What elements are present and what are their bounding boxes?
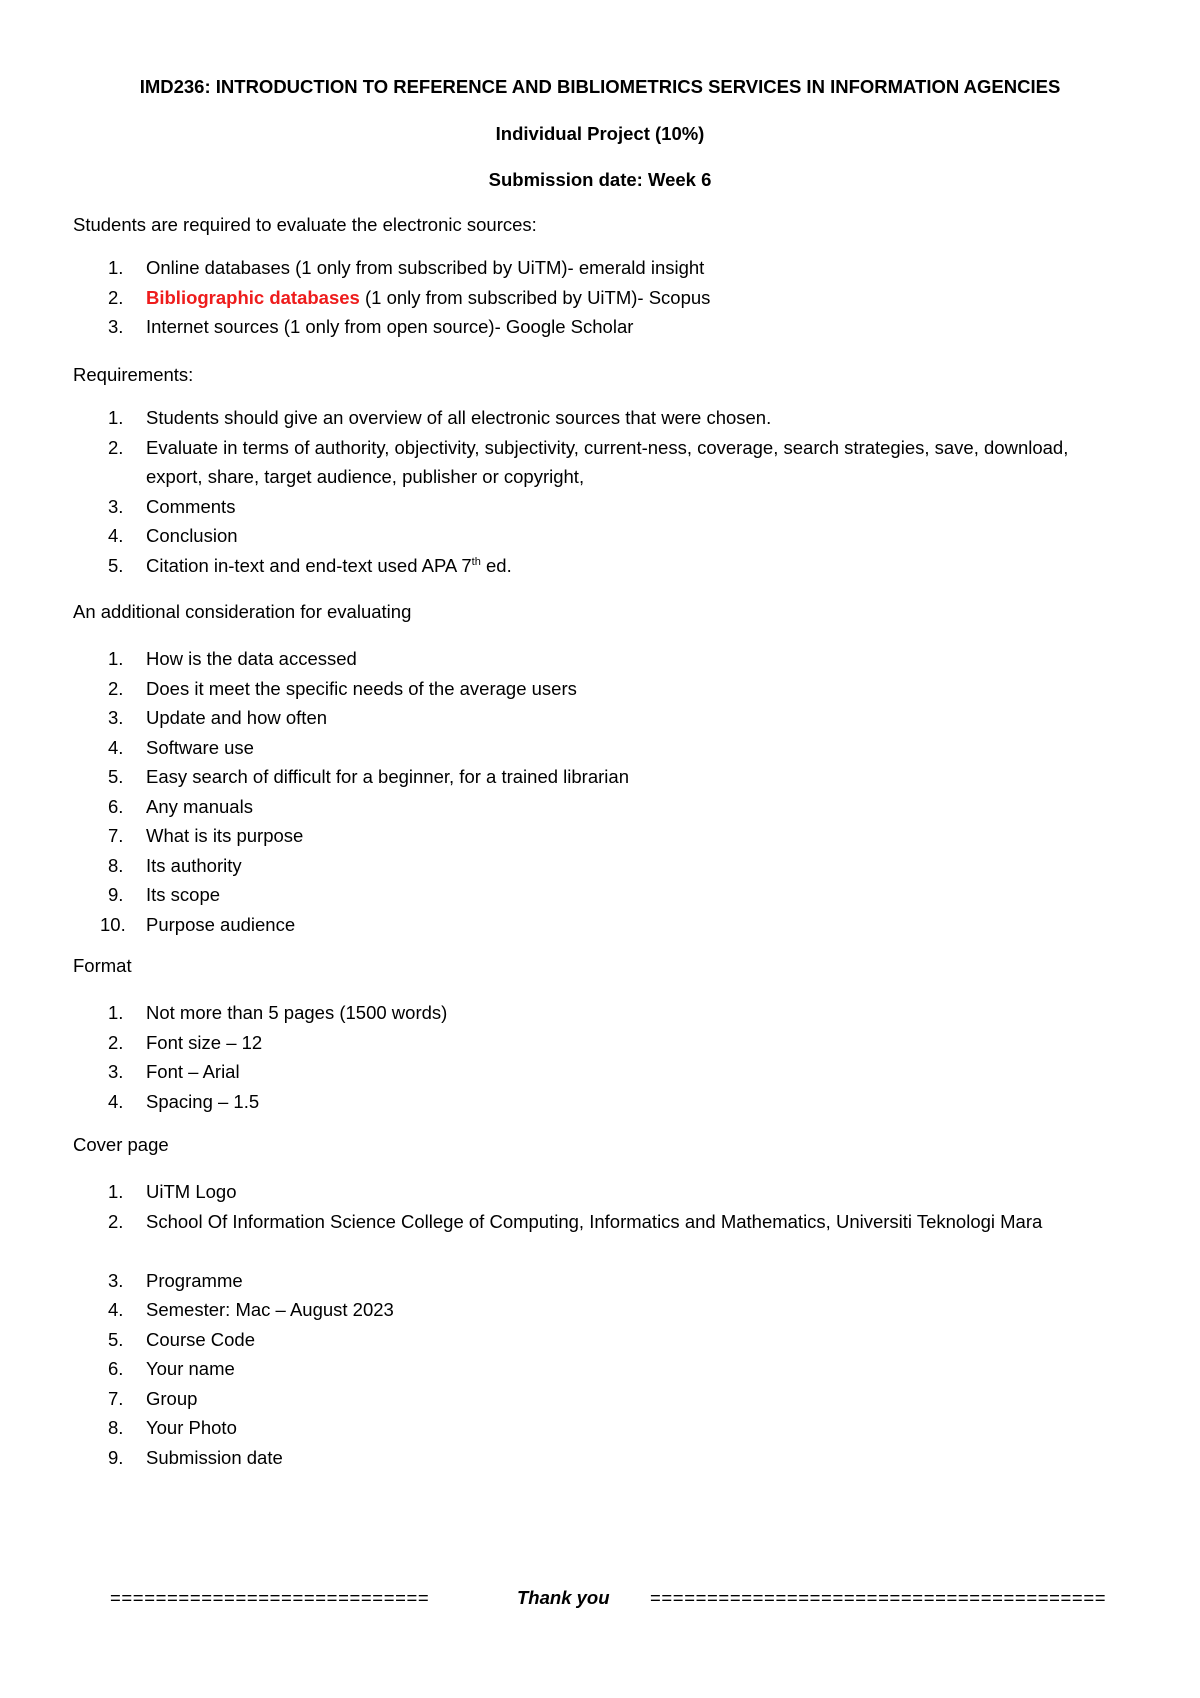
format-heading: Format <box>73 955 132 976</box>
list-number: 2. <box>108 436 124 458</box>
list-number: 5. <box>108 1328 124 1350</box>
list-number: 3. <box>108 1061 124 1082</box>
consideration-heading: An additional consideration for evaluating <box>73 601 412 622</box>
list-number: 2. <box>108 677 124 699</box>
list-text: Not more than 5 pages (1500 words) <box>146 1002 448 1023</box>
list-number: 3. <box>108 1269 124 1291</box>
list-number: 5. <box>108 554 124 576</box>
list-text: What is its purpose <box>146 825 304 846</box>
list-number: 7. <box>108 825 124 846</box>
list-text: School Of Information Science College of Computing, Informatics and Mathematics, Universiti Teknologi Mara <box>146 1210 1043 1232</box>
list-text: Any manuals <box>146 795 253 817</box>
list-text: Software use <box>146 736 254 758</box>
superscript: th <box>471 555 481 568</box>
list-number: 1. <box>108 648 124 669</box>
cover-heading: Cover page <box>73 1134 169 1155</box>
list-number: 4. <box>108 1299 124 1320</box>
highlighted-term: Bibliographic databases <box>146 286 360 308</box>
list-number: 10. <box>100 913 126 935</box>
list-text: Online databases (1 only from subscribed by UiTM)- emerald insight <box>146 257 705 278</box>
list-text: Evaluate in terms of authority, objectivity, subjectivity, current-ness, coverage, search strategies, save, download, export, share, target audience, publisher or copyright, <box>146 436 1069 487</box>
list-text <box>146 551 1106 581</box>
citation-after: ed. <box>480 554 512 576</box>
list-text: Group <box>146 1387 198 1409</box>
list-text: Your name <box>146 1358 235 1379</box>
right-rule: ======================================== <box>650 1587 1107 1608</box>
list-number: 4. <box>108 736 124 758</box>
list-text: Its authority <box>146 854 242 876</box>
list-text: Conclusion <box>146 525 238 546</box>
footer <box>0 1587 1200 1617</box>
list-number: 4. <box>108 1090 124 1112</box>
list-text: Font – Arial <box>146 1061 240 1082</box>
list-text: How is the data accessed <box>146 648 357 669</box>
citation-text: Citation in-text and end-text used APA 7 <box>146 554 472 576</box>
list-text: Programme <box>146 1269 243 1291</box>
list-number: 8. <box>108 1417 124 1438</box>
list-number: 8. <box>108 854 124 876</box>
list-number: 5. <box>108 766 124 787</box>
list-text: Its scope <box>146 884 221 905</box>
list-number: 3. <box>108 316 124 337</box>
list-number: 2. <box>108 286 124 308</box>
list-text: Course Code <box>146 1328 256 1350</box>
list-number: 3. <box>108 495 124 517</box>
list-text: Font size – 12 <box>146 1031 263 1053</box>
list-number: 4. <box>108 525 124 546</box>
sources-intro: Students are required to evaluate the electronic sources: <box>73 214 537 235</box>
submission-date: Submission date: Week 6 <box>488 169 712 190</box>
list-text <box>146 283 1106 313</box>
left-rule: ============================ <box>110 1587 430 1608</box>
list-text: Does it meet the specific needs of the average users <box>146 677 577 699</box>
list-number: 6. <box>108 795 124 817</box>
list-number: 1. <box>108 1181 124 1202</box>
document-title: IMD236: INTRODUCTION TO REFERENCE AND BIBLIOMETRICS SERVICES IN INFORMATION AGENCIES <box>139 76 1061 97</box>
project-subtitle: Individual Project (10%) <box>495 123 705 144</box>
list-text: Spacing – 1.5 <box>146 1090 260 1112</box>
list-text: Purpose audience <box>146 913 296 935</box>
list-text: Comments <box>146 495 236 517</box>
list-text: UiTM Logo <box>146 1181 237 1202</box>
requirements-heading: Requirements: <box>73 364 194 385</box>
list-number: 2. <box>108 1031 124 1053</box>
list-text: Easy search of difficult for a beginner, for a trained librarian <box>146 766 629 787</box>
list-number: 1. <box>108 1002 124 1023</box>
list-text: Update and how often <box>146 707 328 728</box>
list-number: 3. <box>108 707 124 728</box>
list-number: 1. <box>108 257 124 278</box>
list-number: 9. <box>108 1446 124 1468</box>
list-number: 7. <box>108 1387 124 1409</box>
list-text: Internet sources (1 only from open source)- Google Scholar <box>146 316 634 337</box>
list-text: Semester: Mac – August 2023 <box>146 1299 394 1320</box>
list-number: 9. <box>108 884 124 905</box>
list-text-rest: (1 only from subscribed by UiTM)- Scopus <box>359 286 711 308</box>
list-text: Your Photo <box>146 1417 237 1438</box>
list-number: 2. <box>108 1210 124 1232</box>
list-number: 1. <box>108 407 124 428</box>
thank-you-text: Thank you <box>517 1587 610 1608</box>
list-number: 6. <box>108 1358 124 1379</box>
list-text: Students should give an overview of all electronic sources that were chosen. <box>146 407 772 428</box>
list-text: Submission date <box>146 1446 283 1468</box>
